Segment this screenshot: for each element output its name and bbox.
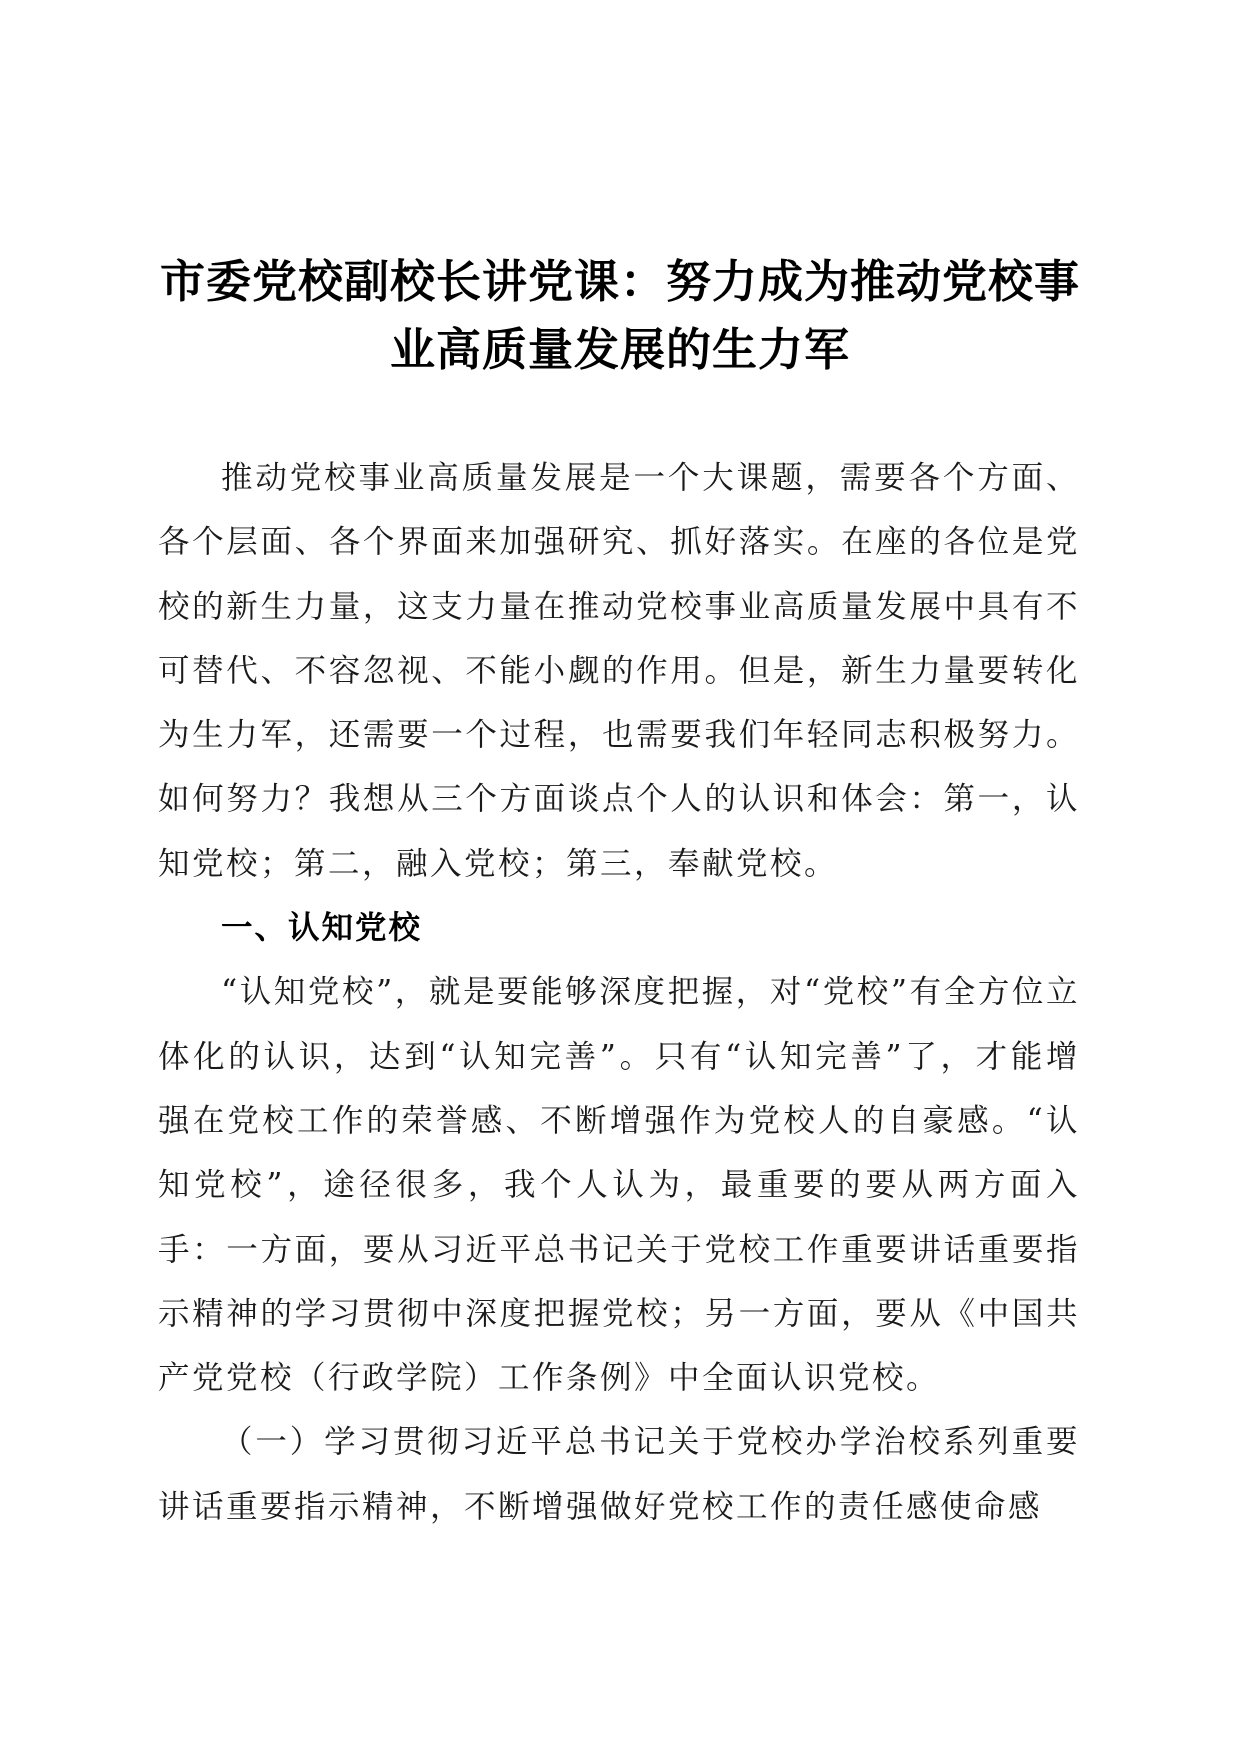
document-title: 市委党校副校长讲党课：努力成为推动党校事业高质量发展的生力军 bbox=[159, 255, 1080, 376]
intro-paragraph: 推动党校事业高质量发展是一个大课题，需要各个方面、各个层面、各个界面来加强研究、抓好落实。在座的各位是党校的新生力量，这支力量在推动党校事业高质量发展中具有不可替代、不容忽视、不能小觑的作用。但是，新生力量要转化为生力军，还需要一个过程，也需要我们年轻同志积极努力。如何努力？我想从三个方面谈点个人的认识和体会：第一，认知党校；第二，融入党校；第三，奉献党校。 bbox=[158, 460, 1080, 882]
section-one-paragraph: “认知党校”，就是要能够深度把握，对“党校”有全方位立体化的认识，达到“认知完善”。只有“认知完善”了，才能增强在党校工作的荣誉感、不断增强作为党校人的自豪感。“认知党校”，途径很多，我个人认为，最重要的要从两方面入手：一方面，要从习近平总书记关于党校工作重要讲话重要指示精神的学习贯彻中深度把握党校；另一方面，要从《中国共产党党校（行政学院）工作条例》中全面认识党校。 bbox=[158, 974, 1080, 1397]
section-heading-cognize-party-school: 一、认知党校 bbox=[221, 910, 423, 947]
subsection-one-paragraph: （一）学习贯彻习近平总书记关于党校办学治校系列重要讲话重要指示精神，不断增强做好党校工作的责任感使命感 bbox=[158, 1424, 1080, 1525]
document-body bbox=[158, 446, 1080, 1539]
